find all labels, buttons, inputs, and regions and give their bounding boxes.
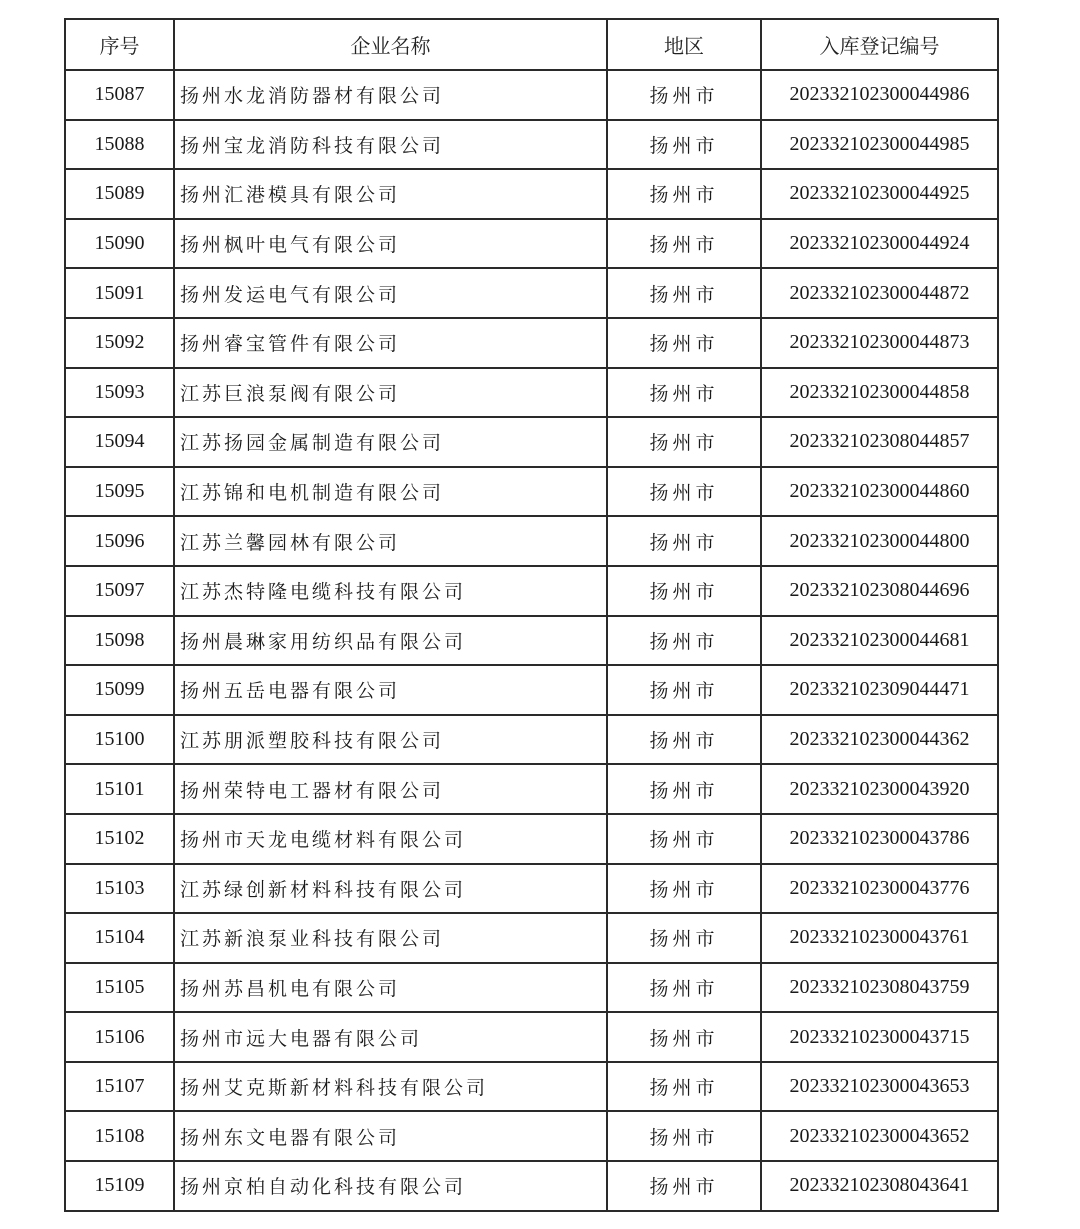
company-name-cell: 江苏锦和电机制造有限公司 <box>174 467 607 517</box>
registration-number-cell: 202332102300043920 <box>761 764 998 814</box>
registration-number-cell: 202332102309044471 <box>761 665 998 715</box>
serial-number-cell: 15099 <box>65 665 174 715</box>
region-cell: 扬州市 <box>607 913 761 963</box>
serial-number-cell: 15100 <box>65 715 174 765</box>
table-row <box>65 864 998 914</box>
table-row <box>65 516 998 566</box>
serial-number-cell: 15098 <box>65 616 174 666</box>
column-header-company-name: 企业名称 <box>174 19 607 70</box>
table-row <box>65 318 998 368</box>
company-name-cell: 扬州晨琳家用纺织品有限公司 <box>174 616 607 666</box>
table-row <box>65 120 998 170</box>
registration-number-cell: 202332102300044860 <box>761 467 998 517</box>
company-name-cell: 扬州东文电器有限公司 <box>174 1111 607 1161</box>
region-cell: 扬州市 <box>607 467 761 517</box>
region-cell: 扬州市 <box>607 715 761 765</box>
serial-number-cell: 15097 <box>65 566 174 616</box>
registration-number-cell: 202332102300043715 <box>761 1012 998 1062</box>
company-name-cell: 扬州苏昌机电有限公司 <box>174 963 607 1013</box>
region-cell: 扬州市 <box>607 70 761 120</box>
serial-number-cell: 15089 <box>65 169 174 219</box>
table-row <box>65 1062 998 1112</box>
region-cell: 扬州市 <box>607 169 761 219</box>
table-row <box>65 715 998 765</box>
registration-number-cell: 202332102300044985 <box>761 120 998 170</box>
registration-number-cell: 202332102308044696 <box>761 566 998 616</box>
region-cell: 扬州市 <box>607 665 761 715</box>
table-row <box>65 1012 998 1062</box>
serial-number-cell: 15087 <box>65 70 174 120</box>
registration-number-cell: 202332102300043652 <box>761 1111 998 1161</box>
region-cell: 扬州市 <box>607 963 761 1013</box>
company-name-cell: 扬州市天龙电缆材料有限公司 <box>174 814 607 864</box>
registry-sheet <box>64 18 997 1212</box>
serial-number-cell: 15108 <box>65 1111 174 1161</box>
company-name-cell: 扬州艾克斯新材料科技有限公司 <box>174 1062 607 1112</box>
registration-number-cell: 202332102300044858 <box>761 368 998 418</box>
registration-number-cell: 202332102300044924 <box>761 219 998 269</box>
serial-number-cell: 15104 <box>65 913 174 963</box>
registration-number-cell: 202332102300043761 <box>761 913 998 963</box>
company-name-cell: 扬州水龙消防器材有限公司 <box>174 70 607 120</box>
company-name-cell: 江苏杰特隆电缆科技有限公司 <box>174 566 607 616</box>
serial-number-cell: 15096 <box>65 516 174 566</box>
serial-number-cell: 15090 <box>65 219 174 269</box>
serial-number-cell: 15093 <box>65 368 174 418</box>
company-name-cell: 江苏巨浪泵阀有限公司 <box>174 368 607 418</box>
table-row <box>65 368 998 418</box>
serial-number-cell: 15095 <box>65 467 174 517</box>
registration-number-cell: 202332102300044872 <box>761 268 998 318</box>
table-row <box>65 268 998 318</box>
serial-number-cell: 15109 <box>65 1161 174 1211</box>
table-row <box>65 1161 998 1211</box>
registration-number-cell: 202332102300043653 <box>761 1062 998 1112</box>
registration-number-cell: 202332102308043641 <box>761 1161 998 1211</box>
company-name-cell: 江苏新浪泵业科技有限公司 <box>174 913 607 963</box>
table-row <box>65 616 998 666</box>
serial-number-cell: 15102 <box>65 814 174 864</box>
enterprise-registry-table <box>64 18 999 1212</box>
serial-number-cell: 15094 <box>65 417 174 467</box>
registration-number-cell: 202332102300043786 <box>761 814 998 864</box>
region-cell: 扬州市 <box>607 516 761 566</box>
company-name-cell: 江苏兰馨园林有限公司 <box>174 516 607 566</box>
company-name-cell: 扬州市远大电器有限公司 <box>174 1012 607 1062</box>
table-header-row <box>65 19 998 70</box>
serial-number-cell: 15092 <box>65 318 174 368</box>
company-name-cell: 扬州汇港模具有限公司 <box>174 169 607 219</box>
table-row <box>65 467 998 517</box>
company-name-cell: 扬州睿宝管件有限公司 <box>174 318 607 368</box>
table-row <box>65 1111 998 1161</box>
region-cell: 扬州市 <box>607 368 761 418</box>
region-cell: 扬州市 <box>607 219 761 269</box>
region-cell: 扬州市 <box>607 1161 761 1211</box>
registration-number-cell: 202332102300044681 <box>761 616 998 666</box>
company-name-cell: 扬州枫叶电气有限公司 <box>174 219 607 269</box>
region-cell: 扬州市 <box>607 616 761 666</box>
serial-number-cell: 15101 <box>65 764 174 814</box>
table-row <box>65 169 998 219</box>
column-header-registration-number: 入库登记编号 <box>761 19 998 70</box>
region-cell: 扬州市 <box>607 1012 761 1062</box>
region-cell: 扬州市 <box>607 268 761 318</box>
registration-number-cell: 202332102300044873 <box>761 318 998 368</box>
table-row <box>65 913 998 963</box>
registration-number-cell: 202332102300044925 <box>761 169 998 219</box>
column-header-region: 地区 <box>607 19 761 70</box>
company-name-cell: 扬州荣特电工器材有限公司 <box>174 764 607 814</box>
region-cell: 扬州市 <box>607 814 761 864</box>
region-cell: 扬州市 <box>607 566 761 616</box>
registration-number-cell: 202332102300043776 <box>761 864 998 914</box>
company-name-cell: 江苏扬园金属制造有限公司 <box>174 417 607 467</box>
table-row <box>65 417 998 467</box>
company-name-cell: 江苏朋派塑胶科技有限公司 <box>174 715 607 765</box>
company-name-cell: 江苏绿创新材料科技有限公司 <box>174 864 607 914</box>
company-name-cell: 扬州五岳电器有限公司 <box>174 665 607 715</box>
company-name-cell: 扬州宝龙消防科技有限公司 <box>174 120 607 170</box>
serial-number-cell: 15091 <box>65 268 174 318</box>
serial-number-cell: 15105 <box>65 963 174 1013</box>
serial-number-cell: 15088 <box>65 120 174 170</box>
region-cell: 扬州市 <box>607 1062 761 1112</box>
column-header-serial-number: 序号 <box>65 19 174 70</box>
serial-number-cell: 15103 <box>65 864 174 914</box>
table-body <box>65 70 998 1211</box>
registration-number-cell: 202332102308043759 <box>761 963 998 1013</box>
region-cell: 扬州市 <box>607 120 761 170</box>
table-row <box>65 219 998 269</box>
registration-number-cell: 202332102300044362 <box>761 715 998 765</box>
company-name-cell: 扬州京柏自动化科技有限公司 <box>174 1161 607 1211</box>
table-row <box>65 963 998 1013</box>
region-cell: 扬州市 <box>607 417 761 467</box>
region-cell: 扬州市 <box>607 864 761 914</box>
table-row <box>65 70 998 120</box>
table-row <box>65 566 998 616</box>
serial-number-cell: 15107 <box>65 1062 174 1112</box>
table-row <box>65 764 998 814</box>
registration-number-cell: 202332102300044986 <box>761 70 998 120</box>
table-row <box>65 665 998 715</box>
table-row <box>65 814 998 864</box>
serial-number-cell: 15106 <box>65 1012 174 1062</box>
region-cell: 扬州市 <box>607 764 761 814</box>
region-cell: 扬州市 <box>607 1111 761 1161</box>
registration-number-cell: 202332102300044800 <box>761 516 998 566</box>
company-name-cell: 扬州发运电气有限公司 <box>174 268 607 318</box>
registration-number-cell: 202332102308044857 <box>761 417 998 467</box>
region-cell: 扬州市 <box>607 318 761 368</box>
